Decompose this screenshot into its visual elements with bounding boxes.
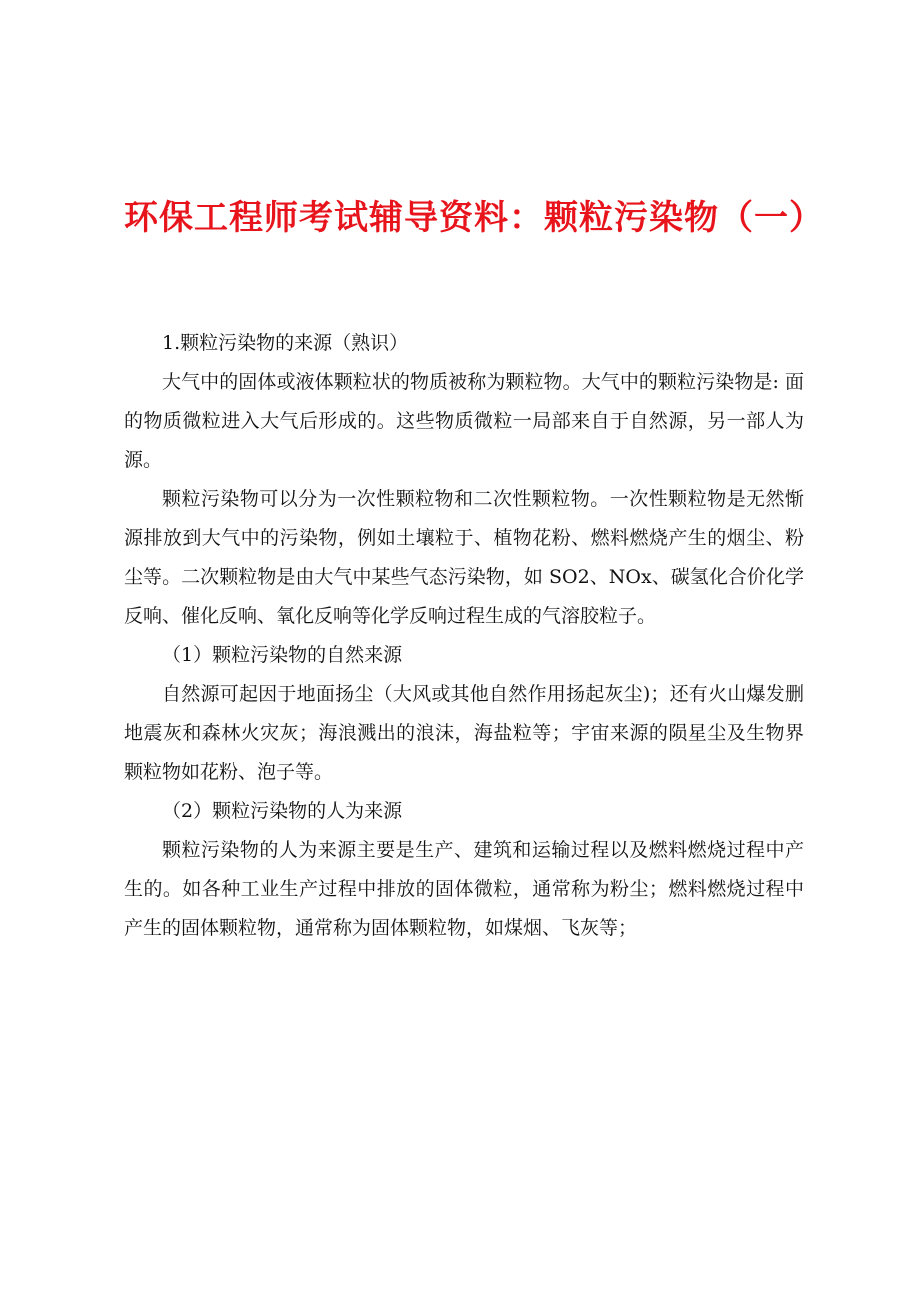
section-heading-natural-sources: （1）颗粒污染物的自然来源 xyxy=(162,644,403,666)
section-heading-human-sources: （2）颗粒污染物的人为来源 xyxy=(162,800,403,822)
document-body xyxy=(124,324,804,948)
section-heading-sources: 1.颗粒污染物的来源（熟识） xyxy=(162,332,409,354)
paragraph-classification: 颗粒污染物可以分为一次性颗粒物和二次性颗粒物。一次性颗粒物是无然惭源排放到大气中的污染物，例如土壤粒于、植物花粉、燃料燃烧产生的烟尘、粉尘等。二次颗粒物是由大气中某些气态污染物，如 SO2、NOx、碳氢化合价化学反响、催化反响、氧化反响等化学反响过程生成的气溶胶粒子。 xyxy=(124,488,804,627)
page-title: 环保工程师考试辅导资料：颗粒污染物（一） xyxy=(124,198,824,238)
paragraph-human-sources: 颗粒污染物的人为来源主要是生产、建筑和运输过程以及燃料燃烧过程中产生的。如各种工业生产过程中排放的固体微粒，通常称为粉尘；燃料燃烧过程中产生的固体颗粒物，通常称为固体颗粒物，如煤烟、飞灰等； xyxy=(124,839,804,939)
paragraph-natural-sources: 自然源可起因于地面扬尘（大风或其他自然作用扬起灰尘)；还有火山爆发删地震灰和森林火灾灰；海浪溅出的浪沫，海盐粒等；宇宙来源的陨星尘及生物界颗粒物如花粉、泡子等。 xyxy=(124,683,804,783)
paragraph-definition: 大气中的固体或液体颗粒状的物质被称为颗粒物。大气中的颗粒污染物是: 面的物质微粒进入大气后形成的。这些物质微粒一局部来自于自然源，另一部人为源。 xyxy=(124,371,804,471)
